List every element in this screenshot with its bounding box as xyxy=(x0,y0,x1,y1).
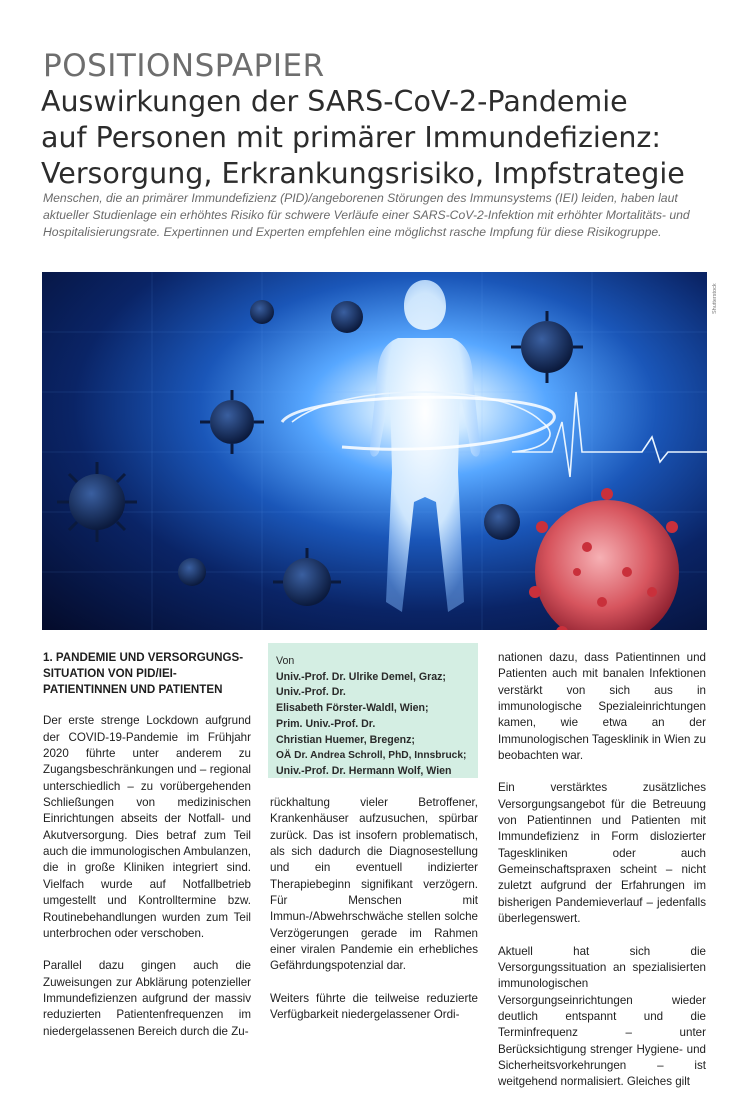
hero-illustration xyxy=(42,272,707,630)
virus-dark-3 xyxy=(273,548,341,606)
virus-red xyxy=(529,488,679,630)
column-1 xyxy=(43,650,251,1056)
body-paragraph: Aktuell hat sich die Versorgungssituation an spezialisierten immunologischen Versorgungseinrichtungen wieder deutlich entspannt und die Terminfrequenz – unter Berücksichtigung strenger Hygiene- und Sicherheitsvorkehrungen – ist weitgehend normalisiert. Gleiches gilt xyxy=(498,944,706,1089)
ecg-line xyxy=(292,392,707,477)
author-line: Univ.-Prof. Dr. Ulrike Demel, Graz; xyxy=(276,670,446,683)
title-line: Auswirkungen der SARS-CoV-2-Pandemie xyxy=(41,85,628,118)
hero-image xyxy=(42,272,707,630)
virus-dark-1 xyxy=(57,462,137,542)
virus-dark-4 xyxy=(511,311,583,383)
author-box xyxy=(268,643,478,778)
body-paragraph: rückhaltung vieler Betroffener, Krankenhäuser aufzusuchen, spürbar zurück. Das ist insofern problematisch, als sich dadurch die Diagnosestellung und ein eventuell indizierter Therapiebeginn signifikant verzögern. Für Menschen mit Immun-/Abwehrschwäche stellen solche Verzögerungen gerade im Rahmen einer viralen Pandemie ein erhebliches Gefährdungspotenzial dar. xyxy=(270,796,478,973)
kicker-label: POSITIONSPAPIER xyxy=(43,48,325,84)
column-3 xyxy=(498,650,706,1107)
virus-dark-2 xyxy=(200,390,264,454)
author-line: Univ.-Prof. Dr. xyxy=(276,686,346,699)
author-line: Univ.-Prof. Dr. Hermann Wolf, Wien xyxy=(276,764,452,777)
author-line: OÄ Dr. Andrea Schroll, PhD, Innsbruck; xyxy=(276,750,467,762)
author-line: Elisabeth Förster-Waldl, Wien; xyxy=(276,702,429,715)
image-credit: Shutterstock xyxy=(712,283,718,314)
body-paragraph: nationen dazu, dass Patientinnen und Patienten auch mit banalen Infektionen verstärkt von sich aus in immunologische Spezialeinrichtungen kamen, wie etwa an der Immunologischen Tagesklinik in Wien zu beobachten war. xyxy=(498,651,706,763)
title-line: auf Personen mit primärer Immundefizienz: xyxy=(41,121,661,154)
author-by-label: Von xyxy=(276,655,295,667)
body-paragraph: Weiters führte die teilweise reduzierte Verfügbarkeit niedergelassener Ordi- xyxy=(270,991,478,1022)
author-line: Prim. Univ.-Prof. Dr. xyxy=(276,717,376,730)
author-line: Christian Huemer, Bregenz; xyxy=(276,733,415,746)
title-line: Versorgung, Erkrankungsrisiko, Impfstrategie xyxy=(41,157,685,190)
body-paragraph: Der erste strenge Lockdown aufgrund der COVID-19-Pandemie im Frühjahr 2020 führte unter anderem zu Zugangsbeschränkungen und – regional unterschiedlich – zu vorübergehenden Schließungen von medizinischen Einrichtungen abseits der Notfall- und Akutversorgung. Dies betraf zum Teil auch die immunologischen Ambulanzen, die in große Kliniken integriert sind. Vielfach wurde auf Notfallbetrieb umgestellt und Kontrolltermine bzw. Routinebehandlungen wurden zum Teil unterbrochen oder verschoben. xyxy=(43,714,251,940)
body-paragraph: Ein verstärktes zusätzliches Versorgungsangebot für die Betreuung von Patientinnen und Patienten mit Immundefizienz in Form dislozierter Tageskliniken oder auch Gemeinschaftspraxen scheint – nicht zuletzt aufgrund der Erfahrungen im bisherigen Pandemieverlauf – jedenfalls überlegenswert. xyxy=(498,781,706,926)
lead-paragraph: Menschen, die an primärer Immundefizienz (PID)/angeborenen Störungen des Immunsystems (IEI) leiden, haben laut aktueller Studienlage ein erhöhtes Risiko für schwere Verläufe einer SARS-CoV-2-Infektion mit erhöhter Mortalitäts- und Hospitalisierungsrate. Expertinnen und Experten empfehlen eine möglichst rasche Impfung für diese Risikogruppe. xyxy=(43,191,690,240)
body-paragraph: Parallel dazu gingen auch die Zuweisungen zur Abklärung potenzieller Immundefizienzen aufgrund der massiv reduzierten Patientenfrequenzen im niedergelassenen Bereich durch die Zu- xyxy=(43,959,251,1038)
section-heading: 1. PANDEMIE UND VERSORGUNGS-SITUATION VON PID/IEI-PATIENTINNEN UND PATIENTEN xyxy=(43,651,244,696)
article-title xyxy=(41,84,721,192)
